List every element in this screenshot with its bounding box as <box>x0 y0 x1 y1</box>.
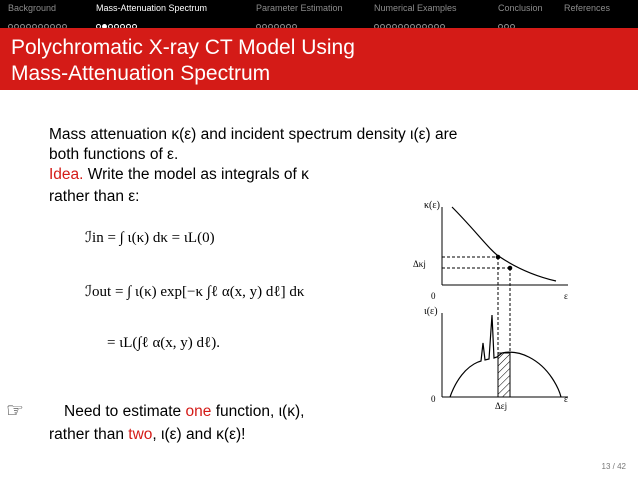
top-y-label: κ(ε) <box>424 200 440 211</box>
title-line-2: Mass-Attenuation Spectrum <box>11 62 271 85</box>
rather-line <box>49 425 245 444</box>
need-one: one <box>185 403 212 420</box>
title-bar <box>0 28 638 90</box>
idea-text: Write the model as integrals of κ <box>87 166 309 183</box>
slide-title <box>11 35 355 87</box>
need-text-b: function, ι(κ), <box>215 403 305 420</box>
nav-section-1[interactable]: Mass-Attenuation Spectrum <box>96 3 208 13</box>
equation-out: ℐout = ∫ ι(κ) exp[−κ ∫ℓ α(x, y) dℓ] dκ <box>85 284 305 300</box>
rather-text-a: rather than <box>49 426 124 443</box>
rather-two: two <box>128 426 153 443</box>
page-number: 13 / 42 <box>601 462 626 471</box>
nav-section-4[interactable]: Conclusion <box>498 3 543 13</box>
spectrum-figure <box>400 195 590 420</box>
nav-dots-3 <box>374 16 446 24</box>
rather-text-b: , ι(ε) and κ(ε)! <box>152 426 246 443</box>
nav-section-5[interactable]: References <box>564 3 611 13</box>
bottom-origin: 0 <box>431 394 436 404</box>
nav-dots-4 <box>498 16 516 24</box>
nav-bar <box>0 0 638 28</box>
top-origin: 0 <box>431 291 436 301</box>
nav-section-3[interactable]: Numerical Examples <box>374 3 457 13</box>
bottom-x-label: ε <box>564 394 568 404</box>
nav-section-2[interactable]: Parameter Estimation <box>256 3 343 13</box>
equation-in: ℐin = ∫ ι(κ) dκ = ιL(0) <box>85 230 215 246</box>
intro-line-1: Mass attenuation κ(ε) and incident spectrum density ι(ε) are <box>49 126 458 143</box>
need-line <box>64 402 304 421</box>
intro-line-2: both functions of ε. <box>49 146 179 163</box>
nav-section-0[interactable]: Background <box>8 3 57 13</box>
kappa-curve <box>452 207 556 281</box>
top-x-label: ε <box>564 291 568 301</box>
title-line-1: Polychromatic X-ray CT Model Using <box>11 36 355 59</box>
nav-dots-1 <box>96 16 138 24</box>
delta-eps-label: Δεj <box>495 401 508 411</box>
nav-dots-2 <box>256 16 298 24</box>
equation-out-laplace: = ιL(∫ℓ α(x, y) dℓ). <box>107 335 220 351</box>
idea-label: Idea. <box>49 166 84 183</box>
pointer-icon: ☞ <box>6 400 24 422</box>
idea-line-2: rather than ε: <box>49 188 140 205</box>
delta-kappa-label: Δκj <box>413 259 426 269</box>
hatched-strip <box>498 353 510 397</box>
nav-dots-0 <box>8 16 68 24</box>
bottom-y-label: ι(ε) <box>424 306 438 317</box>
idea-line-1 <box>49 165 309 184</box>
need-text-a: Need to estimate <box>64 403 182 420</box>
